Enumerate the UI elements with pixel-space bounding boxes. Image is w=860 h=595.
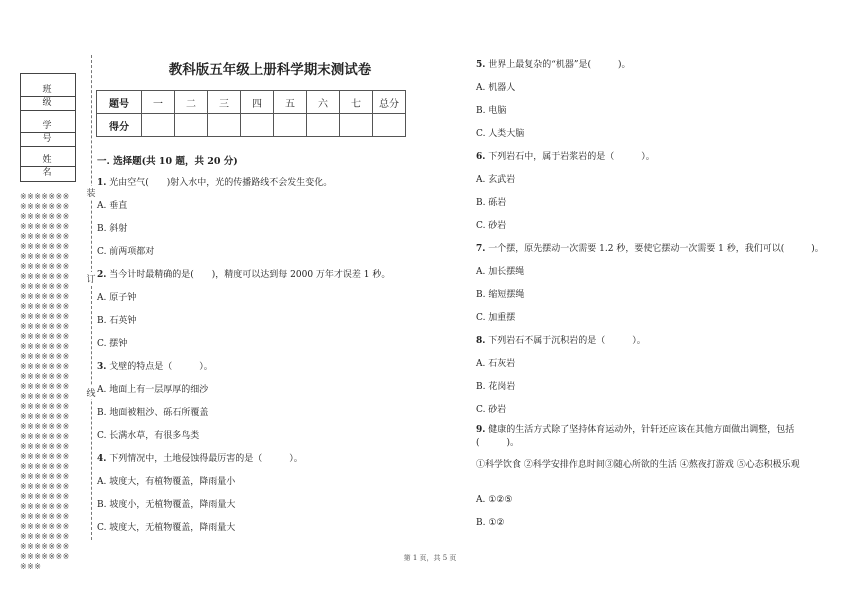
question-number: 5. <box>476 60 486 70</box>
header-cell: 五 <box>274 91 307 114</box>
question-text: 当今计时最精确的是( )，精度可以达到每 2000 万年才误差 1 秒。 <box>109 270 391 280</box>
student-id-blank[interactable] <box>21 132 75 133</box>
option-3b[interactable]: B. 地面被粗沙、砾石所覆盖 <box>97 408 209 418</box>
score-cell[interactable] <box>307 114 340 137</box>
header-cell: 四 <box>241 91 274 114</box>
question-text: 下列岩石中，属于岩浆岩的是（ ）。 <box>488 152 655 162</box>
question-number: 6. <box>476 152 486 162</box>
question-text: 戈壁的特点是（ ）。 <box>109 362 213 372</box>
option-6a[interactable]: A. 玄武岩 <box>476 175 516 185</box>
option-5a[interactable]: A. 机器人 <box>476 83 516 93</box>
option-8a[interactable]: A. 石灰岩 <box>476 359 516 369</box>
option-2b[interactable]: B. 石英钟 <box>97 316 137 326</box>
question-number: 2. <box>97 270 107 280</box>
question-1 <box>97 175 332 188</box>
question-6 <box>476 149 655 162</box>
score-table-score-row <box>97 114 406 137</box>
score-cell[interactable] <box>142 114 175 137</box>
header-cell: 七 <box>340 91 373 114</box>
seal-char-ding: 订 <box>84 272 98 285</box>
question-text: 健康的生活方式除了坚持体育运动外，针轩还应该在其他方面做出调整，包括( )。 <box>476 425 795 448</box>
question-number: 7. <box>476 244 486 254</box>
binding-dashed-line <box>91 55 92 540</box>
header-cell: 一 <box>142 91 175 114</box>
option-6c[interactable]: C. 砂岩 <box>476 221 507 231</box>
option-7a[interactable]: A. 加长摆绳 <box>476 267 525 277</box>
question-text: 一个摆，原先摆动一次需要 1.2 秒，要使它摆动一次需要 1 秒，我们可以( )。 <box>488 244 824 254</box>
option-5b[interactable]: B. 电脑 <box>476 106 507 116</box>
question-2 <box>97 267 390 280</box>
option-8b[interactable]: B. 花岗岩 <box>476 382 516 392</box>
option-6b[interactable]: B. 砾岩 <box>476 198 507 208</box>
option-3c[interactable]: C. 长满水草，有很多鸟类 <box>97 431 200 441</box>
score-cell[interactable] <box>241 114 274 137</box>
option-4c[interactable]: C. 坡度大，无植物覆盖，降雨量大 <box>97 523 236 533</box>
question-number: 4. <box>97 454 107 464</box>
name-blank[interactable] <box>21 166 75 167</box>
seal-char-zhuang: 装 <box>84 186 98 199</box>
header-cell: 题号 <box>97 91 142 114</box>
option-2c[interactable]: C. 摆钟 <box>97 339 128 349</box>
option-7c[interactable]: C. 加重摆 <box>476 313 516 323</box>
question-number: 9. <box>476 425 486 435</box>
student-id-label: 学 号 <box>42 121 62 144</box>
question-text: 光由空气( )射入水中，光的传播路线不会发生变化。 <box>109 178 333 188</box>
question-text: 下列岩石不属于沉积岩的是（ ）。 <box>488 336 646 346</box>
question-number: 3. <box>97 362 107 372</box>
question-9 <box>476 424 806 450</box>
option-4b[interactable]: B. 坡度小，无植物覆盖，降雨量大 <box>97 500 236 510</box>
question-4 <box>97 451 303 464</box>
question-text: 下列情况中，土地侵蚀得最厉害的是（ ）。 <box>109 454 303 464</box>
score-cell[interactable] <box>373 114 406 137</box>
header-cell: 总分 <box>373 91 406 114</box>
name-label: 姓 名 <box>42 155 62 178</box>
header-cell: 三 <box>208 91 241 114</box>
header-cell: 二 <box>175 91 208 114</box>
divider <box>21 110 75 111</box>
option-9b[interactable]: B. ①② <box>476 518 505 528</box>
option-5c[interactable]: C. 人类大脑 <box>476 129 525 139</box>
header-cell: 六 <box>307 91 340 114</box>
option-1b[interactable]: B. 斜射 <box>97 224 128 234</box>
question-number: 8. <box>476 336 486 346</box>
divider <box>21 146 75 147</box>
question-number: 1. <box>97 178 107 188</box>
section-heading: 一. 选择题(共 10 题，共 20 分) <box>97 156 238 167</box>
question-7 <box>476 241 824 254</box>
question-8 <box>476 333 646 346</box>
decorative-pattern: ※※※※※※※※※※※※※※※※※※※※※※※※※※※※※※※※※※※※※※※※※※※※※※※※※※※※※※※※※※※※※※※※※※※※※※※※※※※※※※※※※※※※※※※※※※※※※※※※※※※※※※※※※※※※※※※※※※※※※※※※※※※※※※※※※※※※※※※※※※※※※※※※※※※※※※※※※※※※※※※※※※※※※※※※※※※※※※※※※※※※※※※※※※※※※※※※※※※※※※※※※※※※※※※※※※※※※※※※※※※※※※※※※※※※※※※※※※※※※※※※※※※※※※※※※※※※※※※※※※※※※※ <box>20 192 70 571</box>
option-8c[interactable]: C. 砂岩 <box>476 405 507 415</box>
seal-char-xian: 线 <box>84 386 98 399</box>
student-info-box <box>20 73 76 182</box>
option-3a[interactable]: A. 地面上有一层厚厚的细沙 <box>97 385 209 395</box>
option-7b[interactable]: B. 缩短摆绳 <box>476 290 525 300</box>
row-label: 得分 <box>97 114 142 137</box>
option-9a[interactable]: A. ①②⑤ <box>476 495 513 505</box>
option-1c[interactable]: C. 前两项都对 <box>97 247 155 257</box>
option-1a[interactable]: A. 垂直 <box>97 201 128 211</box>
question-text: 世界上最复杂的“机器”是( )。 <box>488 60 631 70</box>
score-table <box>96 90 406 137</box>
page-footer: 第 1 页，共 5 页 <box>403 554 457 562</box>
exam-title: 教科版五年级上册科学期末测试卷 <box>168 62 372 78</box>
score-cell[interactable] <box>175 114 208 137</box>
option-4a[interactable]: A. 坡度大，有植物覆盖，降雨量小 <box>97 477 236 487</box>
question-3 <box>97 359 213 372</box>
score-cell[interactable] <box>208 114 241 137</box>
option-2a[interactable]: A. 原子钟 <box>97 293 137 303</box>
class-blank[interactable] <box>21 96 75 97</box>
score-cell[interactable] <box>274 114 307 137</box>
score-cell[interactable] <box>340 114 373 137</box>
class-label: 班 级 <box>42 85 62 108</box>
question-9-items: ①科学饮食 ②科学安排作息时间③随心所欲的生活 ④熬夜打游戏 ⑤心态积极乐观 <box>476 460 800 470</box>
question-5 <box>476 57 631 70</box>
score-table-header-row <box>97 91 406 114</box>
